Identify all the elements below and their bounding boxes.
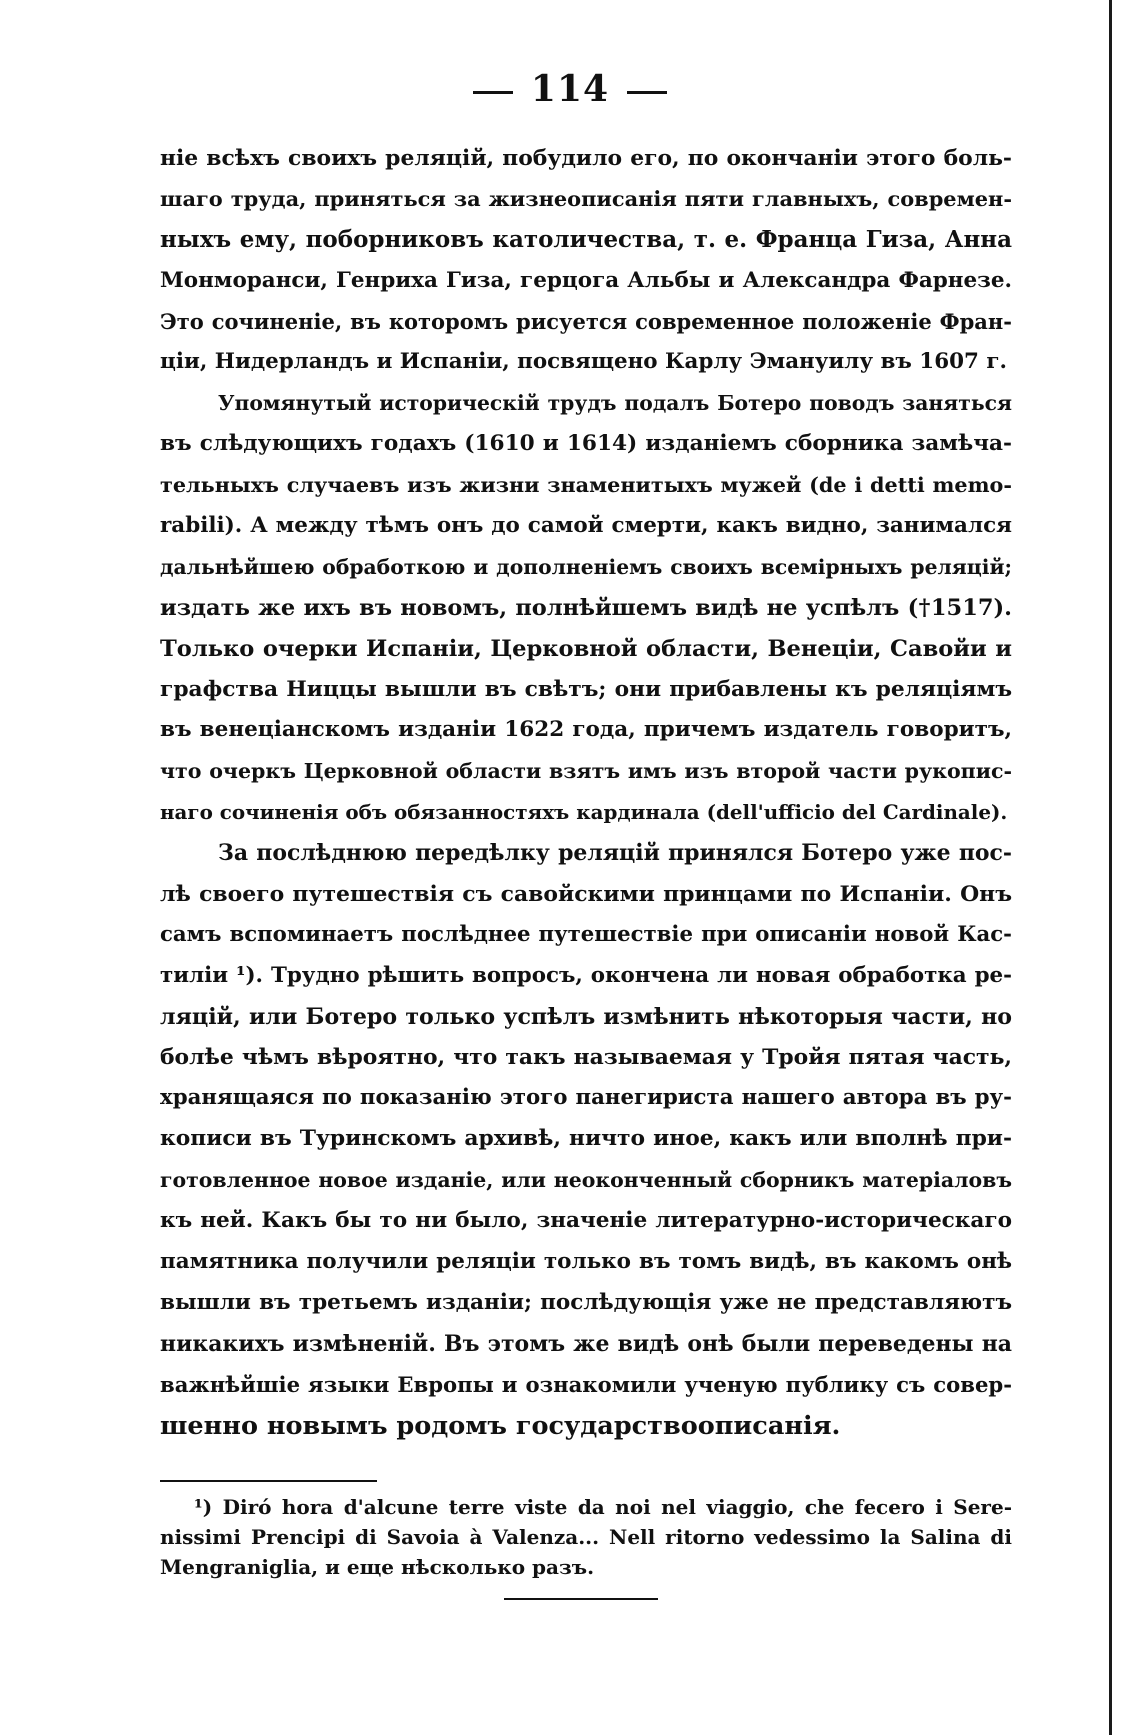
text-line: графства Ниццы вышли въ свѣтъ; они прибавлены къ реляціямъ	[160, 676, 1012, 702]
text-line: въ слѣдующихъ годахъ (1610 и 1614) изданіемъ сборника замѣча-	[160, 431, 1012, 457]
text-line: важнѣйшіе языки Европы и ознакомили ученую публику съ совер-	[160, 1371, 1012, 1397]
text-line: издать же ихъ въ новомъ, полнѣйшемъ видѣ не успѣлъ (†1517).	[160, 594, 1012, 621]
footnote-line: nissimi Prencipi di Savoia à Valenza... Nell ritorno vedessimo la Salina di	[160, 1525, 1012, 1549]
header-dash-right	[627, 91, 667, 94]
footnote	[160, 1492, 1012, 1582]
text-line: никакихъ измѣненій. Въ этомъ же видѣ онѣ были переведены на	[160, 1330, 1012, 1357]
text-line: Монморанси, Генриха Гиза, герцога Альбы и Александра Фарнезе.	[160, 267, 1012, 293]
text-line: готовленное новое изданіе, или неоконченный сборникъ матеріаловъ	[160, 1168, 1012, 1193]
footnote-line: ¹) Diró hora d'alcune terre viste da noi nel viaggio, che fecero i Sere-	[194, 1495, 1012, 1519]
end-rule	[504, 1598, 658, 1600]
footnote-separator	[160, 1480, 377, 1482]
text-line: Только очерки Испаніи, Церковной области, Венеціи, Савойи и	[160, 635, 1012, 662]
text-line: ныхъ ему, поборниковъ католичества, т. е. Франца Гиза, Анна	[160, 225, 1012, 253]
text-line: ніе всѣхъ своихъ реляцій, побудило его, по окончаніи этого боль-	[160, 145, 1012, 171]
text-line: дальнѣйшею обработкою и дополненіемъ своихъ всемірныхъ реляцій;	[160, 554, 1012, 579]
text-line: тельныхъ случаевъ изъ жизни знаменитыхъ мужей (de i detti memo-	[160, 473, 1012, 498]
text-line: болѣе чѣмъ вѣроятно, что такъ называемая у Тройя пятая часть,	[160, 1044, 1012, 1070]
text-line: шаго труда, приняться за жизнеописанія пяти главныхъ, современ-	[160, 185, 1012, 211]
text-line: къ ней. Какъ бы то ни было, значеніе литературно-историческаго	[160, 1208, 1012, 1234]
text-line: наго сочиненія объ обязанностяхъ кардинала (dell'ufficio del Cardinale).	[160, 800, 1008, 825]
text-line: шенно новымъ родомъ государствоописанія.	[160, 1410, 841, 1441]
text-line: За послѣднюю передѣлку реляцій принялся Ботеро уже пос-	[218, 840, 1012, 867]
text-line: памятника получили реляціи только въ томъ видѣ, въ какомъ онѣ	[160, 1249, 1012, 1275]
text-line: кописи въ Туринскомъ архивѣ, ничто иное, какъ или вполнѣ при-	[160, 1126, 1012, 1152]
text-line: что очеркъ Церковной области взятъ имъ изъ второй части рукопис-	[160, 759, 1012, 784]
page-number-header	[0, 68, 1140, 110]
text-line: Упомянутый историческій трудъ подалъ Ботеро поводъ заняться	[218, 391, 1012, 416]
text-line: rabili). А между тѣмъ онъ до самой смерти, какъ видно, занимался	[160, 513, 1012, 539]
main-text	[160, 138, 1012, 1447]
header-dash-left	[473, 91, 513, 94]
text-line: вышли въ третьемъ изданіи; послѣдующія уже не представляютъ	[160, 1289, 1012, 1315]
text-line: ціи, Нидерландъ и Испаніи, посвящено Карлу Эмануилу въ 1607 г.	[160, 349, 1007, 375]
text-line: самъ вспоминаетъ послѣднее путешествіе при описаніи новой Кас-	[160, 921, 1012, 947]
text-line: лѣ своего путешествія съ савойскими принцами по Испаніи. Онъ	[160, 881, 1012, 908]
page-number: 114	[530, 68, 610, 110]
footnote-line: Mengraniglia, и еще нѣсколько разъ.	[160, 1555, 595, 1579]
page-edge-rule	[1109, 0, 1112, 1735]
text-line: ляцій, или Ботеро только успѣлъ измѣнить нѣкоторыя части, но	[160, 1003, 1012, 1030]
text-line: Это сочиненіе, въ которомъ рисуется современное положеніе Фран-	[160, 308, 1012, 334]
text-line: въ венеціанскомъ изданіи 1622 года, причемъ издатель говоритъ,	[160, 717, 1012, 743]
text-line: тиліи ¹). Трудно рѣшить вопросъ, окончена ли новая обработка ре-	[160, 962, 1012, 988]
text-line: хранящаяся по показанію этого панегириста нашего автора въ ру-	[160, 1085, 1012, 1111]
